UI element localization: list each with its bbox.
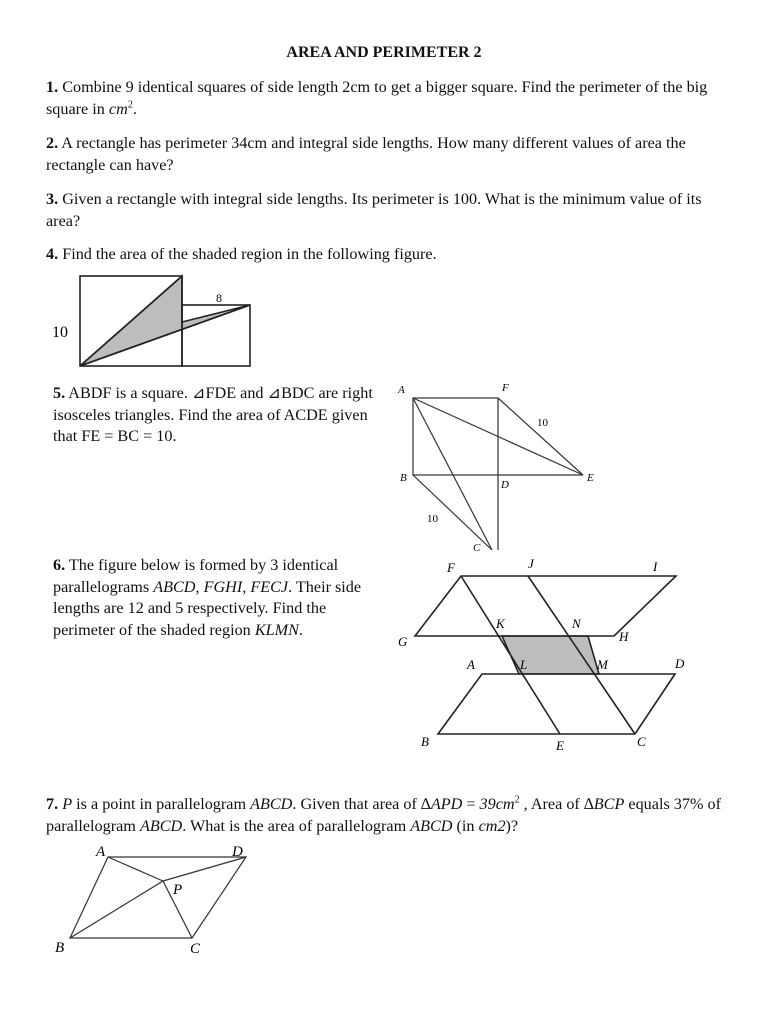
unit-text: cm: [108, 100, 128, 118]
point-b: B: [400, 472, 407, 484]
segment-ac: [413, 398, 492, 550]
point-f: F: [502, 382, 509, 394]
text: =: [462, 795, 480, 813]
point-b: B: [421, 734, 429, 749]
text: )?: [505, 817, 519, 835]
point-p: P: [173, 882, 183, 898]
figure-5: [413, 398, 583, 550]
problem-number: 6.: [53, 556, 66, 574]
point-m: M: [597, 657, 608, 672]
segment-dp: [163, 857, 246, 881]
problem-text: Find the area of the shaded region in the following figure.: [62, 245, 437, 263]
point-h: H: [619, 629, 629, 644]
point-c: C: [190, 941, 201, 957]
segment-fe: [498, 398, 583, 475]
point-p: P: [62, 795, 73, 813]
point-f: F: [447, 560, 455, 575]
triangle-name: BCP: [593, 795, 625, 813]
segment-ap: [108, 857, 163, 881]
point-j: J: [528, 556, 534, 571]
point-c: C: [473, 542, 481, 554]
point-l: L: [520, 657, 528, 672]
figure-7: [70, 857, 246, 938]
problem-number: 2.: [46, 134, 59, 152]
point-d: D: [675, 656, 685, 671]
segment-bc: [413, 475, 492, 550]
problem-text: The figure below is formed by 3 identical parallelograms: [53, 556, 339, 596]
point-g: G: [398, 634, 408, 649]
problem-text: ABDF is a square. ⊿FDE and ⊿BDC are right isosceles triangles. Find the area of ACDE given that FE = BC = 10.: [53, 384, 373, 445]
problem-number: 1.: [46, 78, 59, 96]
label-10: 10: [52, 324, 68, 341]
problem-number: 3.: [46, 190, 59, 208]
point-b: B: [55, 940, 65, 956]
text: . What is the area of parallelogram: [182, 817, 411, 835]
parallelogram-fghi: [415, 576, 676, 636]
triangle-name: APD: [430, 795, 463, 813]
text: is a point in parallelogram: [72, 795, 251, 813]
text: (in: [452, 817, 479, 835]
text: equals 37% of parallelogram: [46, 795, 721, 835]
page-title: AREA AND PERIMETER 2: [286, 44, 482, 61]
region-name: KLMN: [254, 620, 299, 639]
label-fe: 10: [537, 417, 548, 429]
parallelogram-abcd: [438, 674, 675, 734]
problem-text: A rectangle has perimeter 34cm and integral side lengths. How many different values of area the rectangle can have?: [46, 134, 686, 174]
problem-text: Given a rectangle with integral side lengths. Its perimeter is 100. What is the minimum value of its area?: [46, 190, 702, 230]
point-n: N: [572, 616, 581, 631]
superscript: 2: [514, 794, 520, 806]
problem-number: 4.: [46, 245, 59, 263]
label-8: 8: [216, 291, 222, 305]
problem-text-end: .: [132, 100, 137, 118]
text: . Given that area of ∆: [292, 795, 431, 813]
point-e: E: [556, 738, 564, 753]
square-abdf: [413, 398, 498, 475]
parallelogram-names: ABCD, FGHI, FECJ: [153, 577, 289, 596]
point-a: A: [398, 384, 405, 396]
point-d: D: [501, 479, 509, 491]
label-bc: 10: [427, 513, 438, 525]
unit-text: cm2: [478, 817, 506, 835]
point-a: A: [96, 844, 106, 860]
problem-text: Combine 9 identical squares of side length 2cm to get a bigger square. Find the perimeter of the big square in: [46, 78, 708, 118]
problem-number: 7.: [46, 795, 59, 813]
shape-name: ABCD: [139, 817, 183, 835]
point-c: C: [637, 734, 646, 749]
text: , Area of ∆: [519, 795, 594, 813]
point-e: E: [587, 472, 594, 484]
figure-4: [80, 276, 250, 366]
unit-superscript: 2: [127, 99, 133, 111]
point-k: K: [496, 616, 505, 631]
point-i: I: [653, 559, 658, 574]
figure-6: [415, 576, 676, 734]
area-value: 39cm: [479, 795, 515, 813]
point-d: D: [232, 844, 243, 860]
shape-name: ABCD: [250, 795, 293, 813]
point-a: A: [467, 657, 475, 672]
parallelogram-abcd: [70, 857, 246, 938]
shaded-region: [80, 276, 250, 366]
problem-number: 5.: [53, 384, 66, 402]
problem-text-end: .: [298, 620, 303, 639]
problem-text-2: . Their side lengths are 12 and 5 respectively. Find the perimeter of the shaded region: [53, 577, 362, 639]
shape-name: ABCD: [410, 817, 453, 835]
shaded-region-klmn: [502, 636, 599, 674]
